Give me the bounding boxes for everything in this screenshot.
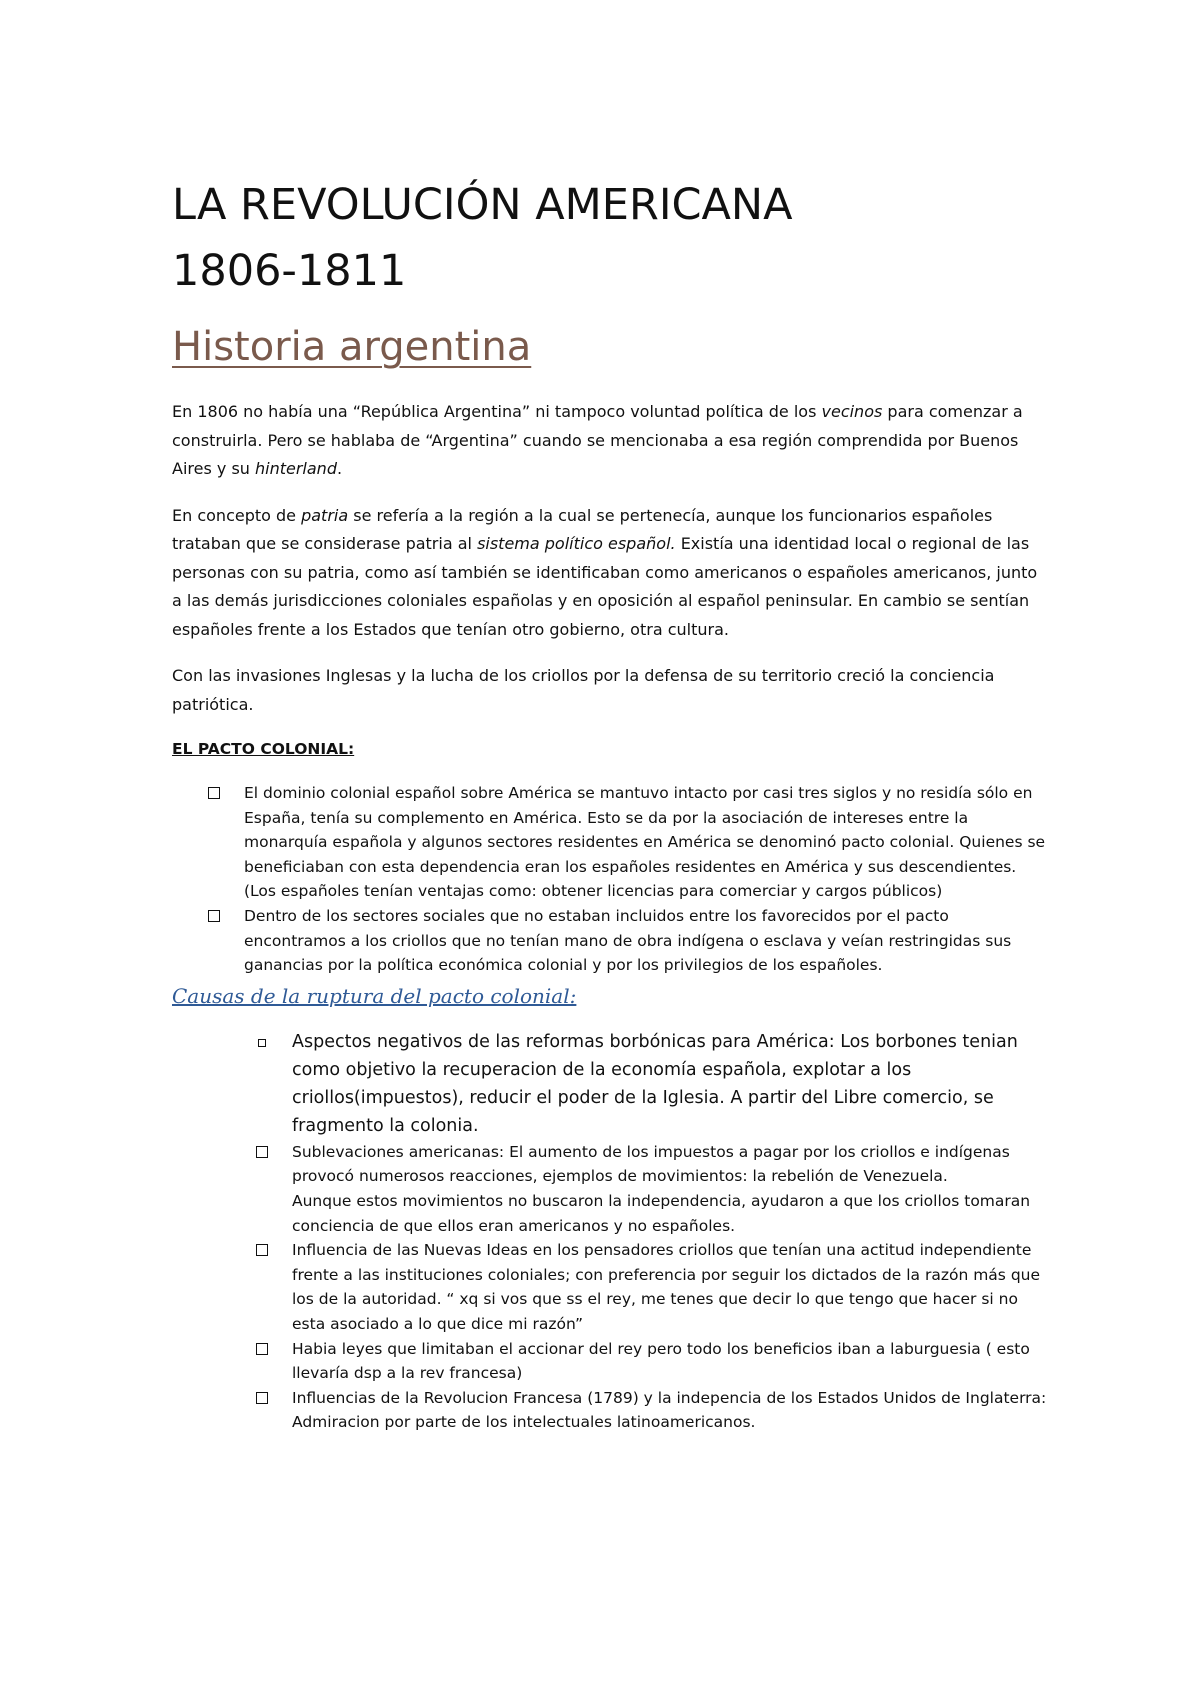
- checkbox-bullet-icon: [208, 910, 220, 922]
- checkbox-bullet-icon: [256, 1343, 268, 1355]
- para1-text-e: .: [336, 459, 343, 478]
- checkbox-bullet-icon: [208, 787, 220, 799]
- para1-italic-hinterland: hinterland: [255, 459, 337, 478]
- paragraph-3: Con las invasiones Inglesas y la lucha de los criollos por la defensa de su territorio creció la conciencia patriótica.: [172, 666, 995, 714]
- para2-italic-sistema: sistema político español.: [477, 534, 676, 553]
- checkbox-bullet-icon: [256, 1392, 268, 1404]
- list-item-text: Aspectos negativos de las reformas borbónicas para América: Los borbones tenian como objetivo la recuperacion de la economía española, explotar a los criollos(impuestos), reducir el poder de la Iglesia. A partir del Libre comercio, se fragmento la colonia.: [292, 1031, 1018, 1136]
- title-line-1: LA REVOLUCIÓN AMERICANA: [172, 180, 793, 230]
- list-item-text: Dentro de los sectores sociales que no estaban incluidos entre los favorecidos por el pacto encontramos a los criollos que no tenían mano de obra indígena o esclava y veían restringidas sus ganancias por la política económica colonial y por los privilegios de los españoles.: [244, 906, 1012, 975]
- list-item-continuation: Aunque estos movimientos no buscaron la independencia, ayudaron a que los criollos tomaran conciencia de que ellos eran americanos y no españoles.: [292, 1191, 1031, 1235]
- list-item-text: Sublevaciones americanas: El aumento de los impuestos a pagar por los criollos e indígenas provocó numerosos reacciones, ejemplos de movimientos: la rebelión de Venezuela.: [292, 1142, 1010, 1186]
- para1-text-a: En 1806 no había una “República Argentina” ni tampoco voluntad política de los: [172, 402, 822, 421]
- list-item: [256, 1238, 1052, 1336]
- para2-italic-patria: patria: [301, 505, 349, 525]
- para1-text-c: para comenzar a construirla. Pero se hablaba de “Argentina” cuando se mencionaba a esa región comprendida por Buenos Aires y su: [172, 402, 1023, 478]
- list-item: [208, 781, 1052, 904]
- list-item: [256, 1386, 1052, 1435]
- list-item-text: Habia leyes que limitaban el accionar del rey pero todo los beneficios iban a laburguesia ( esto llevaría dsp a la rev francesa): [292, 1339, 1030, 1383]
- square-bullet-icon: [258, 1039, 266, 1047]
- list-item: [256, 1140, 1052, 1238]
- paragraph-1: [172, 398, 1052, 484]
- causas-list: [172, 1028, 1052, 1435]
- doc-title: [172, 172, 1052, 304]
- para2-text-a: En concepto de: [172, 505, 302, 525]
- causas-heading: Causas de la ruptura del pacto colonial:: [172, 983, 577, 1008]
- title-line-2: 1806-1811: [172, 246, 407, 296]
- list-item: [256, 1337, 1052, 1386]
- para2-text-e: Existía una identidad local o regional de las personas con su patria, como así también se identificaban como americanos o españoles americanos, junto a las demás jurisdicciones coloniales españolas y en oposición al español peninsular. En cambio se sentían españoles frente a los Estados que tenían otro gobierno, otra cultura.: [172, 534, 1038, 639]
- list-item-text: Influencia de las Nuevas Ideas en los pensadores criollos que tenían una actitud independiente frente a las instituciones coloniales; con preferencia por seguir los dictados de la razón más que los de la autoridad. “ xq si vos que ss el rey, me tenes que decir lo que tengo que hacer si no esta asociado a lo que dice mi razón”: [292, 1241, 1041, 1333]
- para1-italic-vecinos: vecinos: [821, 402, 883, 421]
- document-page: [172, 172, 1052, 1435]
- list-item: [208, 904, 1052, 978]
- list-item: [256, 1028, 1052, 1140]
- para2-text-c: se refería a la región a la cual se pertenecía, aunque los funcionarios españoles trataban que se considerase patria al: [172, 505, 993, 553]
- checkbox-bullet-icon: [256, 1244, 268, 1256]
- paragraph-2: [172, 502, 1052, 645]
- doc-subtitle: Historia argentina: [172, 324, 532, 370]
- pacto-list: [172, 781, 1052, 978]
- list-item-text: El dominio colonial español sobre América se mantuvo intacto por casi tres siglos y no residía sólo en España, tenía su complemento en América. Esto se da por la asociación de intereses entre la monarquía española y algunos sectores residentes en América se denominó pacto colonial. Quienes se beneficiaban con esta dependencia eran los españoles residentes en América y sus descendientes. (Los españoles tenían ventajas como: obtener licencias para comerciar y cargos públicos): [244, 784, 1046, 901]
- list-item-text: Influencias de la Revolucion Francesa (1789) y la indepencia de los Estados Unidos de Inglaterra: Admiracion por parte de los intelectuales latinoamericanos.: [292, 1388, 1047, 1432]
- pacto-colonial-heading: EL PACTO COLONIAL:: [172, 740, 355, 758]
- checkbox-bullet-icon: [256, 1146, 268, 1158]
